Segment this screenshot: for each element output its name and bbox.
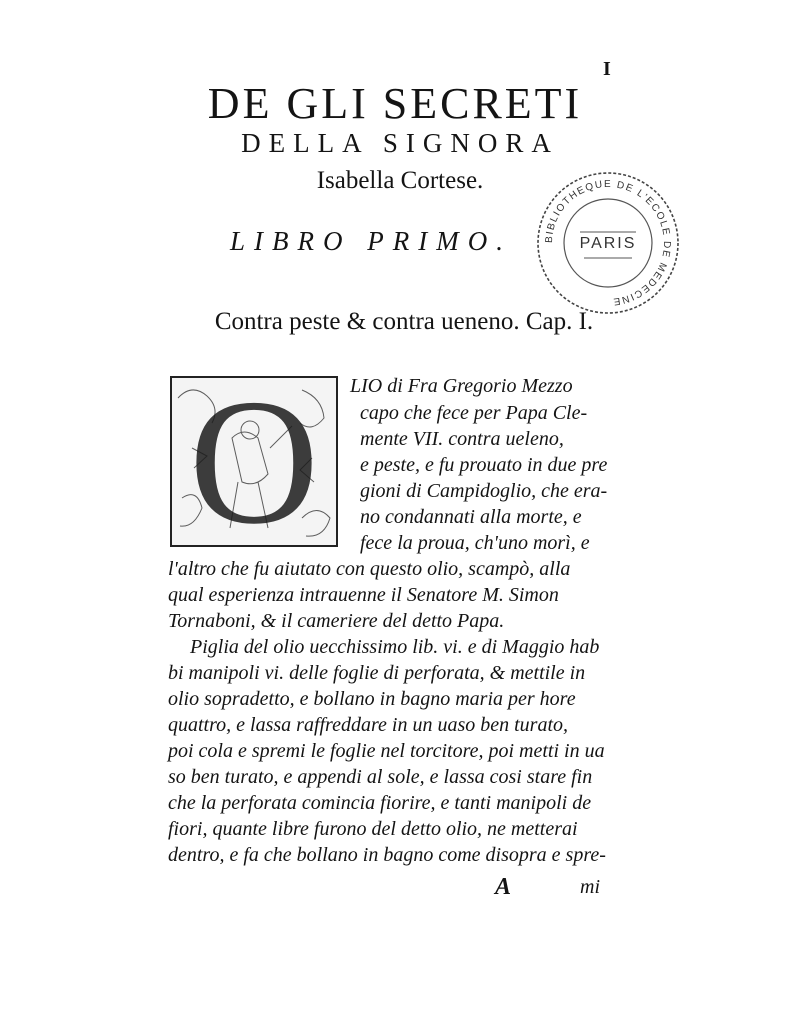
text-line: che la perforata comincia fiorire, e tanti manipoli de	[168, 792, 592, 814]
text-line: olio sopradetto, e bollano in bagno maria per hore	[168, 688, 576, 710]
text-line: bi manipoli vi. delle foglie di perforata, & mettile in	[168, 662, 586, 684]
title-main: DE GLI SECRETI	[207, 79, 583, 128]
text-line: poi cola e spremi le foglie nel torcitore, poi metti in ua	[168, 740, 605, 762]
stamp-center-text: PARIS	[579, 235, 637, 252]
text-line: capo che fece per Papa Cle-	[360, 402, 588, 424]
text-line: e peste, e fu prouato in due pre	[360, 454, 608, 476]
text-line: qual esperienza intrauenne il Senatore M. Simon	[168, 584, 559, 606]
stamp-ring-text: BIBLIOTHEQUE DE L'ECOLE DE MEDECINE	[543, 178, 673, 307]
signature-mark: A	[495, 874, 512, 900]
drop-cap-letter: O	[189, 361, 319, 561]
text-line: dentro, e fa che bollano in bagno come disopra e spre-	[168, 844, 606, 866]
text-line: no condannati alla morte, e	[360, 506, 582, 528]
page-number: I	[603, 58, 611, 80]
chapter-heading: Contra peste & contra ueneno. Cap. I.	[214, 308, 594, 335]
text-line: fiori, quante libre furono del detto olio, ne metterai	[168, 818, 578, 840]
title-subtitle: DELLA SIGNORA	[241, 128, 559, 158]
woodcut-initial	[170, 361, 338, 561]
book-heading: LIBRO PRIMO.	[230, 226, 512, 256]
catchword: mi	[580, 876, 600, 898]
text-line: mente VII. contra ueleno,	[360, 428, 564, 450]
library-stamp	[532, 170, 684, 316]
title-author: Isabella Cortese.	[316, 167, 484, 194]
text-line: LIO di Fra Gregorio Mezzo	[350, 375, 573, 397]
text-line: quattro, e lassa raffreddare in un uaso ben turato,	[168, 714, 568, 736]
text-line: Tornaboni, & il cameriere del detto Papa.	[168, 610, 505, 632]
text-line: l'altro che fu aiutato con questo olio, scampò, alla	[168, 558, 571, 580]
text-line: Piglia del olio uecchissimo lib. vi. e di Maggio hab	[190, 636, 600, 658]
text-line: fece la proua, ch'uno morì, e	[360, 532, 590, 554]
text-line: so ben turato, e appendi al sole, e lassa cosi stare fin	[168, 766, 593, 788]
text-line: gioni di Campidoglio, che era-	[360, 480, 608, 502]
